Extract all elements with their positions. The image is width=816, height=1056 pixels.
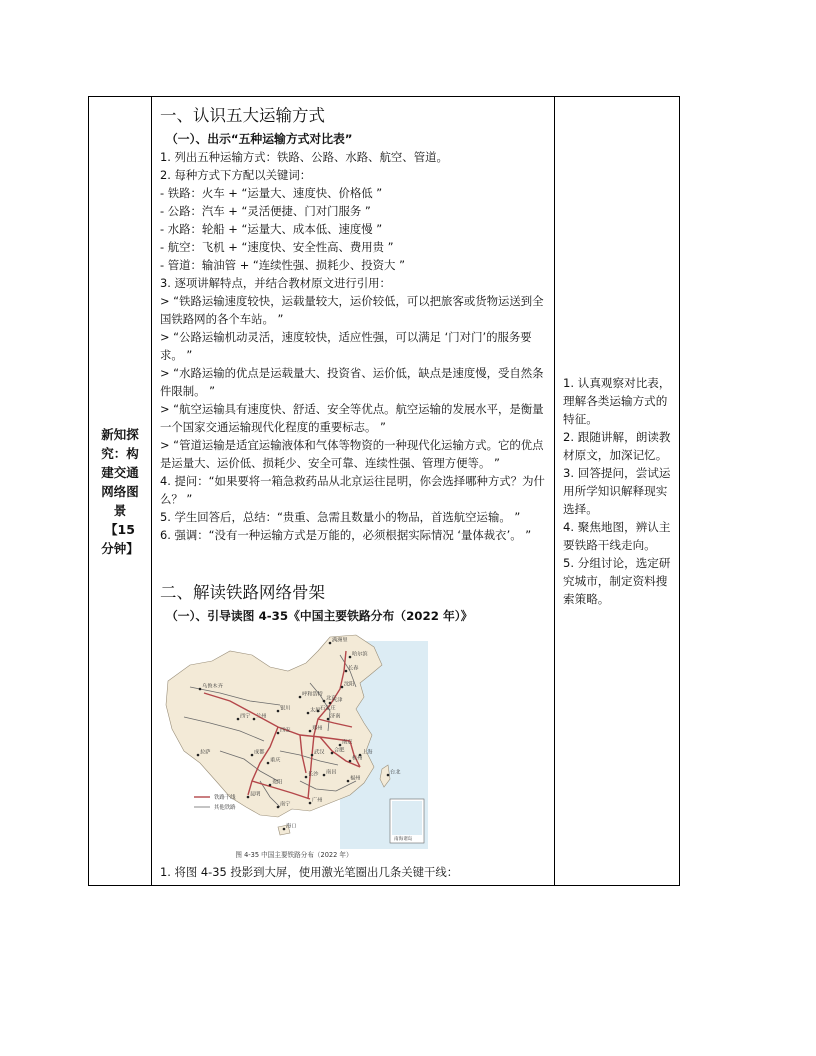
city-dot	[283, 828, 286, 831]
city-label: 郑州	[312, 725, 323, 732]
railway-map	[160, 631, 428, 863]
city-label: 兰州	[256, 713, 267, 720]
city-dot	[307, 712, 310, 715]
city-dot	[387, 774, 390, 777]
city-dot	[349, 760, 352, 763]
quote-waterway: > “水路运输的优点是运载量大、投资省、运价低，缺点是速度慢，受自然条件限制。 ”	[160, 366, 544, 398]
city-dot	[323, 700, 326, 703]
section1-line: - 铁路：火车 + “运量大、速度快、价格低 ”	[160, 186, 383, 200]
student-item: 4. 聚焦地图，辨认主要铁路干线走向。	[563, 520, 671, 552]
city-dot	[349, 656, 352, 659]
city-label: 西安	[280, 727, 291, 734]
section1-line: 1. 列出五种运输方式：铁路、公路、水路、航空、管道。	[160, 150, 448, 164]
city-label: 南宁	[280, 801, 291, 808]
city-dot	[305, 776, 308, 779]
city-label: 满洲里	[332, 637, 348, 644]
section1-line: - 公路：汽车 + “灵活便捷、门对门服务 ”	[160, 204, 371, 218]
student-item: 5. 分组讨论，选定研究城市，制定资料搜索策略。	[563, 556, 671, 606]
city-dot	[237, 718, 240, 721]
city-label: 海口	[286, 823, 297, 830]
city-label: 太原	[310, 707, 321, 714]
city-dot	[323, 774, 326, 777]
map-caption: 图 4-35 中国主要铁路分布（2022 年）	[235, 851, 353, 859]
city-dot	[199, 688, 202, 691]
city-dot	[309, 802, 312, 805]
city-label: 南昌	[326, 769, 337, 776]
section1-subheading: （一）、出示“五种运输方式对比表”	[166, 132, 353, 146]
city-label: 银川	[280, 705, 291, 712]
stage-cell	[89, 97, 152, 886]
city-dot	[339, 744, 342, 747]
city-dot	[277, 732, 280, 735]
city-label: 拉萨	[200, 749, 211, 756]
city-label: 北京	[326, 695, 337, 702]
city-label: 长春	[348, 665, 359, 672]
section1-line: - 管道：输油管 + “连续性强、损耗少、投资大 ”	[160, 258, 405, 272]
section1-line: 3. 逐项讲解特点，并结合教材原文进行引用：	[160, 276, 391, 290]
quote-railway: > “铁路运输速度较快，运载量较大，运价较低，可以把旅客或货物运送到全国铁路网的各个车站。 ”	[160, 294, 544, 326]
section1-line: 2. 每种方式下方配以关键词：	[160, 168, 312, 182]
city-dot	[331, 752, 334, 755]
lesson-table	[88, 96, 680, 886]
legend-main-label: 铁路干线	[214, 795, 236, 801]
city-label: 昆明	[250, 791, 261, 798]
city-label: 沈阳	[344, 681, 355, 688]
city-dot	[309, 730, 312, 733]
section1-body	[160, 148, 548, 544]
south-sea-inset	[390, 799, 424, 843]
city-dot	[197, 754, 200, 757]
city-dot	[347, 780, 350, 783]
city-label: 福州	[350, 775, 361, 782]
summary-line: 5. 学生回答后，总结：“贵重、急需且数量小的物品，首选航空运输。 ”	[160, 510, 521, 524]
city-label: 杭州	[352, 755, 363, 762]
city-label: 广州	[312, 797, 323, 804]
city-dot	[311, 754, 314, 757]
city-dot	[277, 806, 280, 809]
city-dot	[251, 754, 254, 757]
emphasis-line: 6. 强调：“没有一种运输方式是万能的，必须根据实际情况 ‘量体裁衣’。 ”	[160, 528, 532, 542]
city-label: 贵阳	[272, 779, 283, 786]
city-label: 石家庄	[320, 705, 336, 712]
city-dot	[299, 696, 302, 699]
quote-aviation: > “航空运输具有速度快、舒适、安全等优点。航空运输的发展水平，是衡量一个国家交通运输现代化程度的重要标志。 ”	[160, 402, 544, 434]
quote-highway: > “公路运输机动灵活，速度较快，适应性强，可以满足 ‘门对门’的服务要求。 ”	[160, 330, 532, 362]
city-dot	[269, 784, 272, 787]
section2-heading: 二、解读铁路网络骨架	[160, 583, 325, 602]
city-label: 武汉	[314, 749, 325, 756]
city-label: 乌鲁木齐	[202, 683, 223, 690]
section1-line: - 航空：飞机 + “速度快、安全性高、费用贵 ”	[160, 240, 394, 254]
city-label: 济南	[330, 713, 341, 720]
city-label: 呼和浩特	[302, 691, 323, 698]
section1-line: - 水路：轮船 + “运量大、成本低、速度慢 ”	[160, 222, 383, 236]
city-dot	[247, 796, 250, 799]
city-dot	[345, 670, 348, 673]
student-item: 2. 跟随讲解，朗读教材原文，加深记忆。	[563, 430, 671, 462]
city-label: 台北	[390, 769, 401, 776]
city-dot	[277, 710, 280, 713]
city-label: 成都	[254, 749, 265, 756]
railway-map-figure	[160, 631, 428, 863]
city-label: 上海	[362, 749, 373, 756]
city-dot	[341, 686, 344, 689]
city-dot	[267, 762, 270, 765]
city-label: 南京	[342, 739, 353, 746]
city-label: 重庆	[270, 757, 281, 764]
city-label: 西宁	[240, 713, 251, 720]
student-item: 3. 回答提问，尝试运用所学知识解释现实选择。	[563, 466, 671, 516]
question-line: 4. 提问：“如果要将一箱急救药品从北京运往昆明，你会选择哪种方式？为什么？ ”	[160, 474, 545, 506]
student-item: 1. 认真观察对比表，理解各类运输方式的特征。	[563, 376, 671, 426]
legend-other-label: 其他铁路	[214, 805, 236, 811]
city-dot	[329, 702, 332, 705]
stage-label: 新知探究：构建交通网络图景【15分钟】	[101, 426, 139, 556]
section2-subheading: （一）、引导读图 4-35《中国主要铁路分布（2022 年）》	[166, 609, 473, 623]
teacher-activity-cell	[152, 97, 555, 886]
city-label: 长沙	[308, 771, 319, 778]
section1-heading: 一、认识五大运输方式	[160, 106, 325, 125]
student-activity-cell	[555, 97, 680, 886]
city-dot	[329, 642, 332, 645]
quote-pipeline: > “管道运输是适宜运输液体和气体等物资的一种现代化运输方式。它的优点是运量大、运价低、损耗少、安全可靠、连续性强、管理方便等。 ”	[160, 438, 544, 470]
city-label: 天津	[332, 697, 343, 704]
city-dot	[327, 718, 330, 721]
section2-line: 1. 将图 4-35 投影到大屏，使用激光笔圈出几条关键干线：	[160, 865, 459, 879]
city-label: 合肥	[334, 747, 345, 754]
city-dot	[253, 718, 256, 721]
city-label: 哈尔滨	[352, 651, 368, 658]
inset-label: 南海诸岛	[394, 837, 413, 842]
